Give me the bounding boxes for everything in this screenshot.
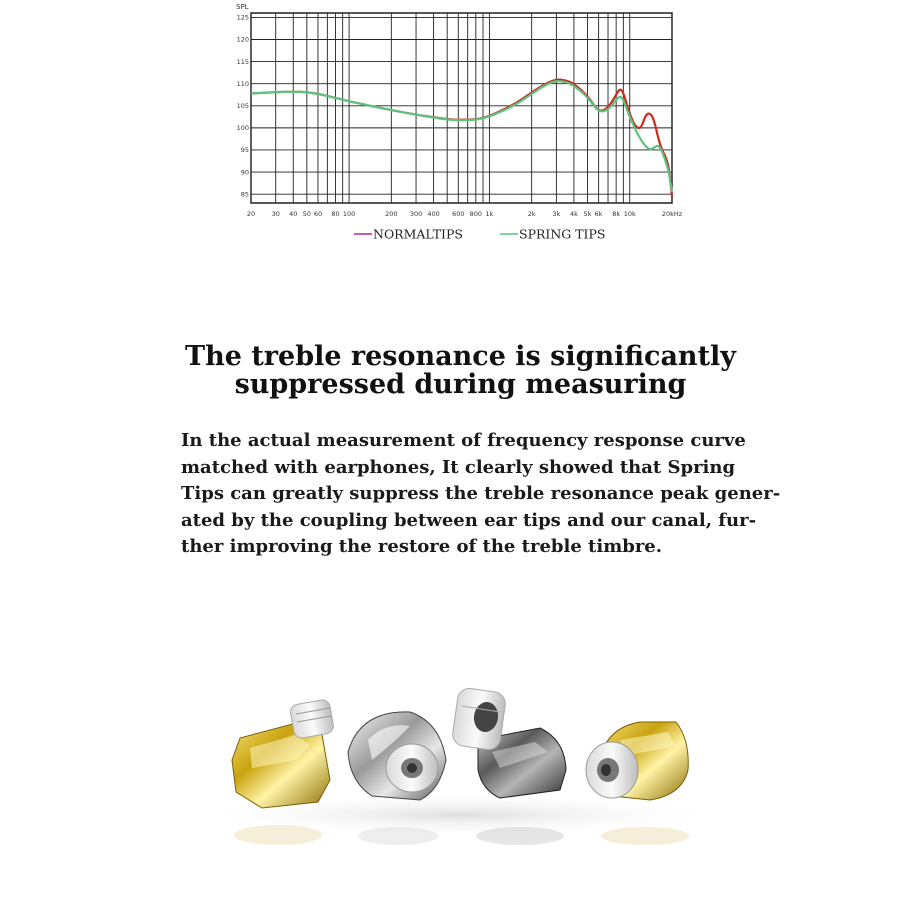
x-tick-label: 80	[331, 210, 340, 218]
legend-label-springtips: SPRING TIPS	[519, 226, 606, 242]
x-tick-label: 800	[469, 210, 483, 218]
x-tick-label: 4k	[569, 210, 578, 218]
y-tick-label: 95	[240, 146, 249, 155]
x-tick-label: 600	[452, 210, 465, 218]
y-tick-label: 100	[236, 124, 249, 133]
x-tick-label: 50	[302, 210, 311, 218]
x-tick-label: 400	[427, 210, 440, 218]
y-tick-label: 110	[236, 79, 249, 88]
x-tick-label: 40	[289, 210, 298, 218]
y-tick-label: 85	[240, 190, 249, 199]
x-tick-label: 20kHz	[661, 210, 683, 218]
earphone-gold-left-reflection	[234, 825, 322, 845]
x-tick-label: 2k	[527, 210, 536, 218]
paragraph-line-5: ther improving the restore of the treble timbre.	[181, 536, 663, 557]
x-tick-label: 30	[271, 210, 280, 218]
y-tick-label: 105	[236, 101, 249, 110]
earphone-gunmetal	[451, 687, 566, 798]
x-tick-label: 10k	[623, 210, 636, 218]
heading-line-2: suppressed during measuring	[234, 369, 687, 400]
x-tick-label: 60	[313, 210, 323, 218]
x-tick-label: 8k	[612, 210, 621, 218]
y-tick-label: 120	[236, 35, 249, 44]
x-tick-label: 5k	[583, 210, 592, 218]
earphone-silver-reflection	[358, 827, 438, 845]
y-tick-label: 115	[236, 57, 249, 66]
x-tick-label: 200	[385, 210, 398, 218]
section-heading	[0, 343, 921, 399]
paragraph-line-4: ated by the coupling between ear tips and our canal, fur-	[181, 509, 757, 531]
earphone-gold-right-reflection	[601, 827, 689, 845]
paragraph-line-3: Tips can greatly suppress the treble resonance peak gener-	[181, 483, 781, 504]
y-tick-label: 90	[240, 168, 249, 177]
frequency-response-chart	[0, 0, 921, 260]
x-tick-label: 1k	[485, 210, 494, 218]
legend	[354, 227, 605, 242]
x-tick-label: 300	[409, 210, 423, 218]
heading-line-1: The treble resonance is significantly	[185, 341, 736, 372]
x-tick-label: 100	[342, 210, 356, 218]
earphones-product-photo	[0, 640, 921, 921]
y-tick-label: 125	[236, 13, 249, 22]
x-tick-label: 20	[246, 210, 256, 218]
description-paragraph	[181, 428, 781, 561]
x-tick-label: 3k	[552, 210, 561, 218]
x-tick-label: 6k	[594, 210, 603, 218]
legend-label-normaltips: NORMALTIPS	[373, 226, 463, 242]
paragraph-line-1: In the actual measurement of frequency response curve	[181, 430, 746, 451]
earphone-gunmetal-reflection	[476, 827, 564, 845]
y-axis-label: SPL	[236, 3, 249, 11]
paragraph-line-2: matched with earphones, It clearly showed that Spring	[181, 456, 736, 478]
earphone-gold-left	[232, 699, 335, 808]
earphone-gold-right	[586, 722, 688, 800]
earphone-silver	[348, 712, 446, 800]
